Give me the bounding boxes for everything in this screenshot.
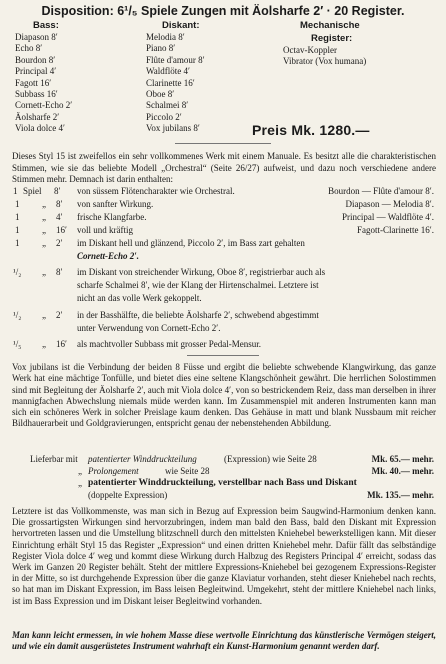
option-note: (Expression) wie Seite 28 — [224, 454, 317, 464]
register-item: Schalmei 8′ — [146, 100, 189, 111]
stop-feet: 2′ — [56, 310, 63, 320]
stop-feet: 2′ — [56, 238, 63, 248]
diskant-register-list — [146, 32, 205, 135]
register-item: Äolsharfe 2′ — [15, 111, 60, 122]
stop-count: 1 — [15, 212, 20, 222]
stop-description: Cornett-Echo 2′. — [77, 251, 140, 261]
stop-count: 1 — [15, 225, 20, 235]
stop-count: ¹/₅ — [13, 339, 22, 349]
stop-unit: „ — [42, 225, 46, 235]
stop-registers: Diapason — Melodia 8′. — [345, 199, 434, 209]
stop-unit: „ — [42, 267, 46, 277]
stop-row — [0, 238, 446, 250]
divider — [187, 355, 259, 356]
stop-registers: Principal — Waldflöte 4′. — [341, 212, 434, 222]
stop-row — [0, 199, 446, 211]
option-name: patentierter Winddruckteilung — [88, 454, 197, 464]
stop-description: nicht an das volle Werk gekoppelt. — [77, 293, 202, 303]
register-item: Melodia 8′ — [146, 32, 185, 42]
register-item: Piccolo 2′ — [146, 111, 182, 122]
option-row-continuation — [0, 490, 446, 502]
stop-feet: 16′ — [56, 339, 67, 349]
stop-count: ¹/₂ — [13, 310, 22, 320]
stop-row — [0, 310, 446, 322]
register-item: Cornett-Echo 2′ — [15, 100, 73, 111]
description-paragraph: Vox jubilans ist die Verbindung der beiden 8 Füsse und ergibt die beliebte schwebende Klangwirkung, das ganze Werk hat eine mächtige Tonfülle, und bietet dies eine seltene Klangschönheit gewährt. Die herrlichen Solostimmen sind mit Begleitung der Äolsharfe 2′, auch mit Viola dolce 4′, von so bestrickendem Reiz, dass man derselben in ihrer mannigfachen Abwechslung niemals müde werden kann. Im Zusammenspiel mit anderen Instrumenten kann man sich ein schöneres Werk in solcher Preislage kaum denken. Das Gehäuse in matt und blank Nussbaum mit reicher Bildhauerarbeit und Goldgravierungen, entspricht genau der nebenstehenden Abbildung. — [12, 362, 436, 429]
register-item: Oboe 8′ — [146, 88, 175, 99]
register-item: Vox jubilans 8′ — [146, 123, 200, 134]
stop-description: unter Verwendung von Cornett-Echo 2′. — [77, 323, 221, 333]
option-note: (doppelte Expression) — [88, 490, 168, 500]
stop-description: von süssem Flötencharakter wie Orchestral. — [77, 186, 235, 196]
stop-registers: Bourdon — Flûte d'amour 8′. — [328, 186, 434, 196]
stop-description: als machtvoller Subbass mit grosser Pedal-Mensur. — [77, 339, 261, 349]
bass-register-list — [15, 32, 72, 135]
option-prefix: „ — [78, 478, 82, 488]
stop-description: im Diskant hell und glänzend, Piccolo 2′, im Bass zart gehalten — [77, 238, 305, 248]
stop-unit: „ — [42, 339, 46, 349]
divider — [175, 143, 271, 144]
stop-row — [0, 267, 446, 279]
stop-count: ¹/₂ — [13, 267, 22, 277]
register-item: Fagott 16′ — [15, 77, 52, 88]
option-row — [0, 478, 446, 490]
stop-unit: „ — [42, 238, 46, 248]
mech-register-list — [283, 45, 366, 68]
register-item: Viola dolce 4′ — [15, 123, 65, 134]
option-prefix: „ — [78, 466, 82, 476]
stop-row-continuation — [0, 293, 446, 305]
stop-row — [0, 339, 446, 351]
register-item: Flûte d'amour 8′ — [146, 54, 205, 65]
stop-unit: Spiel — [23, 186, 42, 196]
option-price: Mk. 40.— mehr. — [371, 466, 434, 476]
diskant-column-head: Diskant: — [162, 20, 200, 31]
register-item: Subbass 16′ — [15, 88, 58, 99]
option-note: wie Seite 28 — [165, 466, 210, 476]
stop-feet: 8′ — [54, 186, 61, 196]
stop-row — [0, 212, 446, 224]
stop-feet: 4′ — [56, 212, 63, 222]
register-item: Piano 8′ — [146, 43, 176, 54]
stop-row — [0, 186, 446, 198]
register-item: Waldflöte 4′ — [146, 66, 190, 77]
stop-feet: 16′ — [56, 225, 67, 235]
mech-column-head: Mechanische — [300, 20, 360, 31]
stop-description: in der Basshälfte, die beliebte Äolsharfe 2′, schwebend abgestimmt — [77, 310, 319, 320]
register-item: Diapason 8′ — [15, 32, 58, 42]
stop-description: scharfe Schalmei 8′, wie der Klang der Hirtenschalmei. Letztere ist — [77, 280, 319, 290]
option-row — [0, 466, 446, 478]
stop-registers: Fagott-Clarinette 16′. — [357, 225, 434, 235]
disposition-heading: Disposition: 6¹/₅ Spiele Zungen mit Äolsharfe 2′ · 20 Register. — [41, 4, 405, 18]
stop-description: frische Klangfarbe. — [77, 212, 147, 222]
stop-unit: „ — [42, 310, 46, 320]
option-price: Mk. 135.— mehr. — [367, 490, 434, 500]
option-name: Prolongement — [88, 466, 139, 476]
register-item: Clarinette 16′ — [146, 77, 195, 88]
register-item: Principal 4′ — [15, 66, 57, 77]
stop-unit: „ — [42, 212, 46, 222]
stop-feet: 8′ — [56, 267, 63, 277]
stop-row-continuation — [0, 251, 446, 263]
stop-count: 1 — [15, 238, 20, 248]
mech-column-head-2: Register: — [311, 33, 353, 44]
register-item: Bourdon 8′ — [15, 54, 56, 65]
bass-column-head: Bass: — [33, 20, 59, 31]
stop-unit: „ — [42, 199, 46, 209]
price: Preis Mk. 1280.— — [252, 122, 370, 138]
register-item: Echo 8′ — [15, 43, 43, 54]
register-item: Vibrator (Vox humana) — [283, 56, 367, 67]
option-prefix: Lieferbar mit — [30, 454, 78, 464]
stop-feet: 8′ — [56, 199, 63, 209]
expression-paragraph: Letztere ist das Vollkommenste, was man sich in Bezug auf Expression beim Saugwind-Harmonium denken kann. Die grossartigsten Wirkungen sind hervorzubringen, indem man bald den Bass, bald den Diskant mit Expression hervortreten lassen und die Umstellung blitzschnell durch den mittelsten Kniehebel bewerkstelligen kann. Mit dieser Einrichtung erhält Styl 15 das Register „Expression“ und einen dritten Kniehebel mehr. Dafür fällt das selbständige Register Viola dolce 4′ weg und kommt diese Wirkung durch Halbzug des Registers Principal 4′ erreicht, sodass das Werk im Ganzen 20 Register behält. Steht der mittlere Expressions-Kniehebel bei gezogenem Expressions-Register in der Mitte, so ist durchgehende Expression über die ganze Klaviatur vorhanden, steht dieser Kniehebel nach rechts, so hat man im Diskant Expression, im Bass leisen Begleitwind. Umgekehrt, steht der mittlere Kniehebel nach links, ist im Bass Expression und im Diskant leiser Begleitwind vorhanden. — [12, 506, 436, 606]
stop-row-continuation — [0, 280, 446, 292]
stop-row — [0, 225, 446, 237]
option-name: patentierter Winddruckteilung, verstellbar nach Bass und Diskant — [88, 478, 357, 488]
stop-description: von sanfter Wirkung. — [77, 199, 154, 209]
stop-count: 1 — [13, 186, 18, 196]
stop-row-continuation — [0, 323, 446, 335]
intro-paragraph: Dieses Styl 15 ist zweifellos ein sehr vollkommenes Werk mit einem Manuale. Es besitzt alle die charakteristischen Stimmen, wie sie das beliebte Modell „Orchestral“ (Seite 26/27) aufweist, und dazu noch verschiedene andere Stimmen mehr. Demnach ist darin enthalten: — [12, 151, 436, 184]
option-row — [0, 454, 446, 466]
option-price: Mk. 65.— mehr. — [371, 454, 434, 464]
stop-description: im Diskant von streichender Wirkung, Oboe 8′, registrierbar auch als — [77, 267, 326, 277]
stop-count: 1 — [15, 199, 20, 209]
stop-description: voll und kräftig — [77, 225, 133, 235]
register-item: Octav-Koppler — [283, 45, 337, 55]
closing-paragraph: Man kann leicht ermessen, in wie hohem Masse diese wertvolle Einrichtung das künstlerische Vermögen steigert, und wie ein damit ausgerüstetes Instrument wahrhaft ein Kunst-Harmonium genannt werden darf. — [12, 630, 436, 652]
